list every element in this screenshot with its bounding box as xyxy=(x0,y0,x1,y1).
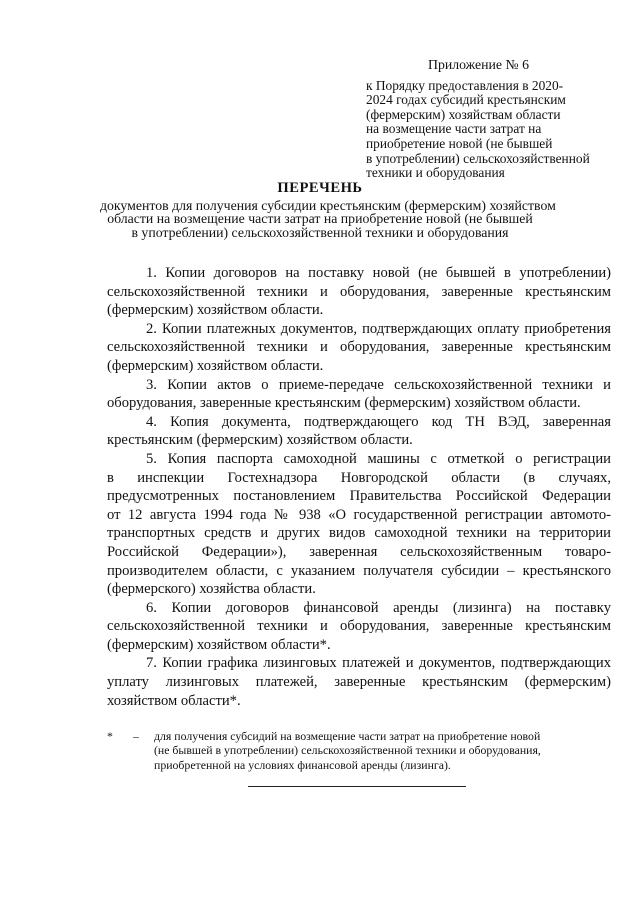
list-item-4 xyxy=(107,413,611,450)
footnote-text xyxy=(154,729,607,772)
appendix-line: к Порядку предоставления в 2020- xyxy=(366,77,564,93)
document-heading: ПЕРЕЧЕНЬ xyxy=(277,180,363,196)
list-item-1 xyxy=(107,264,611,320)
text-line: сельскохозяйственной техники и оборудования, заверенные крестьянским xyxy=(107,339,611,356)
list-item-2 xyxy=(107,320,611,376)
text-line: оборудования, заверенные крестьянским (фермерским) хозяйством области. xyxy=(107,395,581,412)
text-line: сельскохозяйственной техники и оборудования, заверенные крестьянским xyxy=(107,283,611,300)
text-line: хозяйством области*. xyxy=(107,692,241,709)
text-line: в инспекции Гостехнадзора Новгородской области (в случаях, xyxy=(107,469,611,486)
footnote-line: для получения субсидий на возмещение части затрат на приобретение новой xyxy=(154,729,541,743)
list-item-7 xyxy=(107,654,611,710)
list-item-5 xyxy=(107,450,611,599)
document-subtitle xyxy=(100,198,556,240)
text-line: (фермерского) хозяйства области. xyxy=(107,581,316,598)
appendix-line: в употреблении) сельскохозяйственной xyxy=(366,150,590,166)
document-list xyxy=(107,264,611,710)
text-line: (фермерским) хозяйством области*. xyxy=(107,636,331,653)
appendix-line: 2024 годах субсидий крестьянским xyxy=(366,92,566,108)
appendix-line: приобретение новой (не бывшей xyxy=(366,135,553,151)
text-line: (фермерским) хозяйством области. xyxy=(107,302,324,319)
appendix-title: Приложение № 6 xyxy=(428,57,530,72)
text-line: 2. Копии платежных документов, подтверждающих оплату приобретения xyxy=(146,320,611,337)
subtitle-line: в употреблении) сельскохозяйственной техники и оборудования xyxy=(131,224,509,240)
footnote-line: приобретенной на условиях финансовой аренды (лизинга). xyxy=(154,757,451,772)
text-line: 6. Копии договоров финансовой аренды (лизинга) на поставку xyxy=(146,599,611,616)
end-divider xyxy=(248,786,466,787)
appendix-line: на возмещение части затрат на xyxy=(366,121,542,137)
text-line: транспортных средств и других видов самоходной техники на территории xyxy=(107,525,611,542)
text-line: предусмотренных постановлением Правительства Российской Федерации xyxy=(107,488,611,505)
footnote-asterisk: * xyxy=(107,729,113,743)
text-line: (фермерским) хозяйством области. xyxy=(107,357,324,374)
footnote-line: (не бывшей в употреблении) сельскохозяйственной техники и оборудования, xyxy=(154,743,541,758)
appendix-block xyxy=(366,58,616,181)
text-line: крестьянским (фермерским) хозяйством области. xyxy=(107,432,413,449)
text-line: производителем области, с указанием получателя субсидии – крестьянского xyxy=(107,562,611,579)
text-line: 1. Копии договоров на поставку новой (не бывшей в употреблении) xyxy=(146,265,611,281)
text-line: Российской Федерации»), заверенная сельскохозяйственным товаро- xyxy=(107,543,611,560)
text-line: уплату лизинговых платежей, заверенные крестьянским (фермерским) xyxy=(107,674,611,691)
list-item-3 xyxy=(107,376,611,413)
text-line: 7. Копии графика лизинговых платежей и документов, подтверждающих xyxy=(146,655,611,672)
text-line: 5. Копия паспорта самоходной машины с отметкой о регистрации xyxy=(146,450,611,467)
list-item-6 xyxy=(107,599,611,655)
subtitle-line: документов для получения субсидии крестьянским (фермерским) хозяйством xyxy=(100,198,556,213)
footnote xyxy=(107,729,607,772)
footnote-dash: – xyxy=(133,729,139,743)
appendix-line: (фермерским) хозяйствам области xyxy=(366,106,561,122)
appendix-line: техники и оборудования xyxy=(366,165,505,181)
subtitle-line: области на возмещение части затрат на приобретение новой (не бывшей xyxy=(107,211,533,227)
text-line: сельскохозяйственной техники и оборудования, заверенные крестьянским xyxy=(107,618,611,635)
text-line: от 12 августа 1994 года № 938 «О государственной регистрации автомото- xyxy=(107,506,611,523)
text-line: 3. Копии актов о приеме-передаче сельскохозяйственной техники и xyxy=(146,376,611,393)
text-line: 4. Копия документа, подтверждающего код ТН ВЭД, заверенная xyxy=(146,413,611,430)
